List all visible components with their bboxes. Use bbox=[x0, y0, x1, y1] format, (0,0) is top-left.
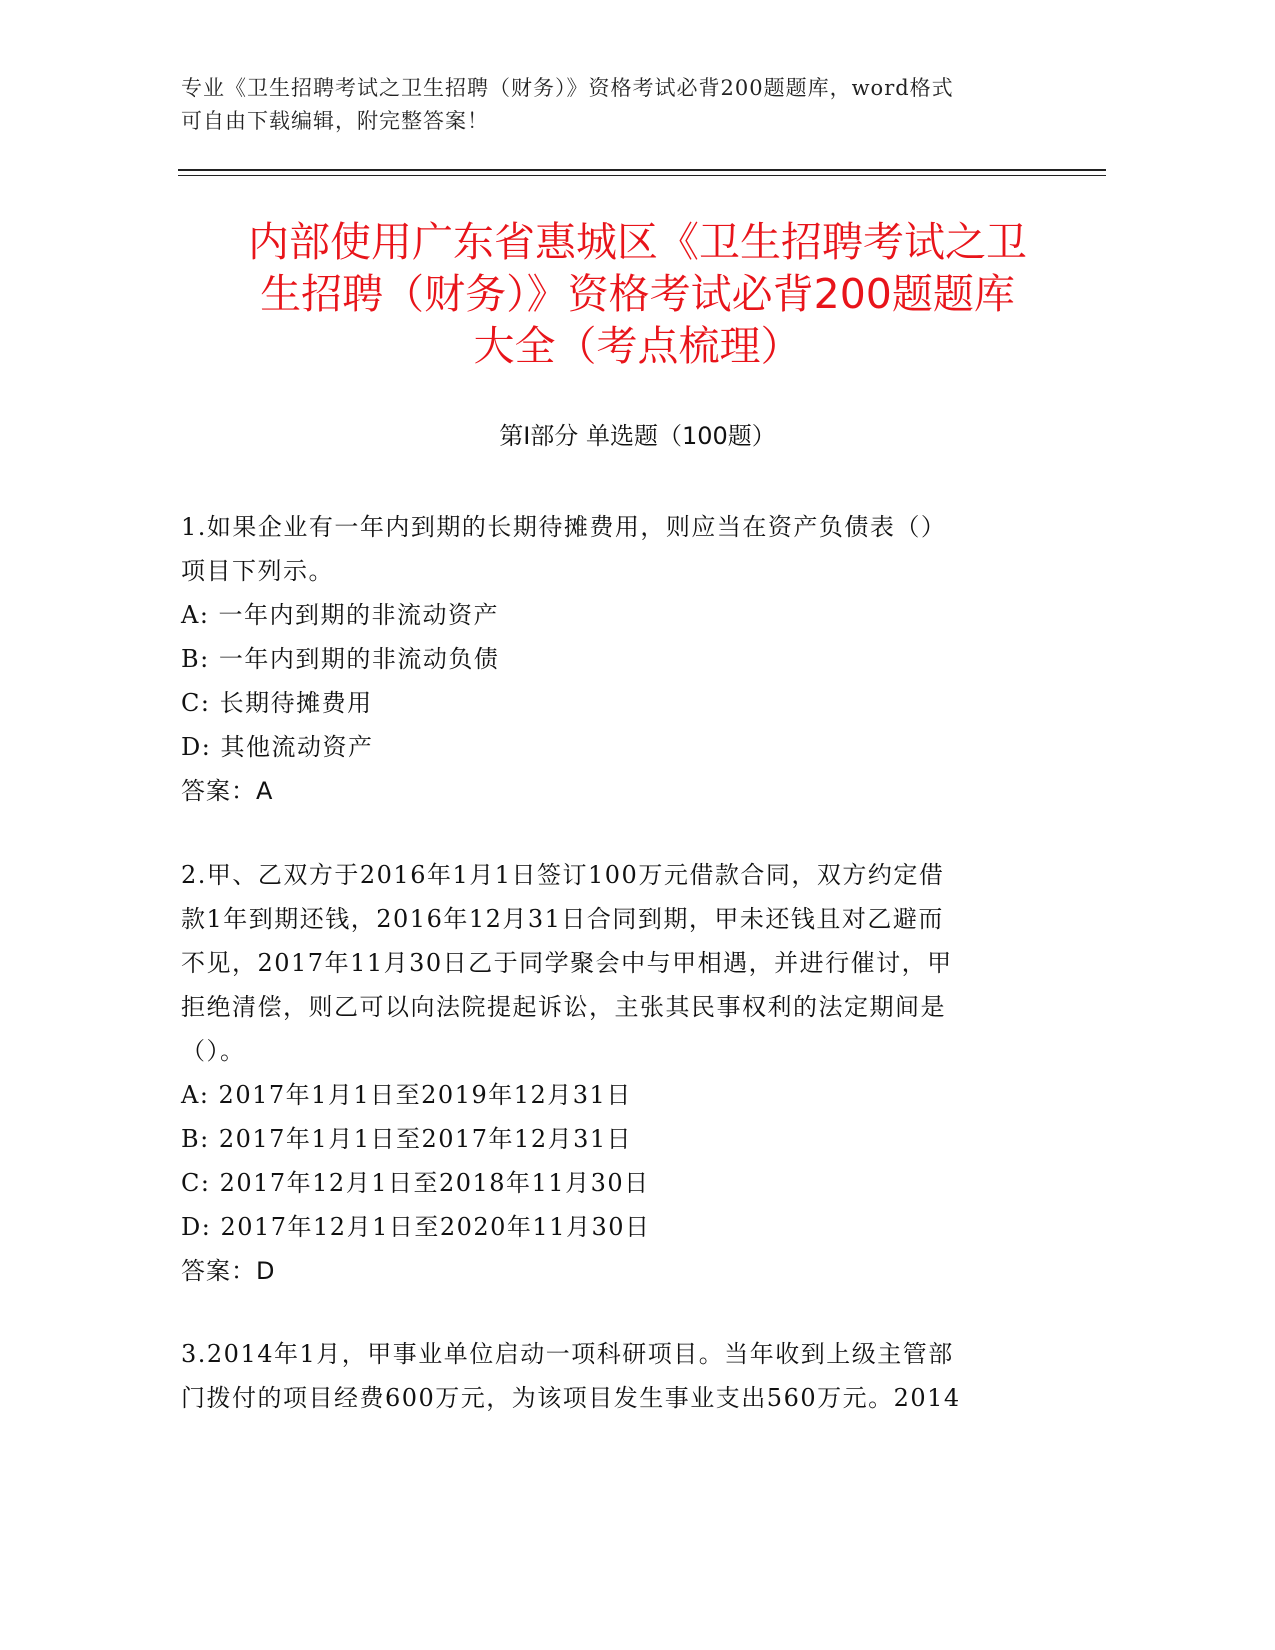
option-d: D: 其他流动资产 bbox=[181, 733, 374, 761]
question-stem-line: 2.甲、乙双方于2016年1月1日签订100万元借款合同，双方约定借 bbox=[181, 861, 945, 889]
option-d: D: 2017年12月1日至2020年11月30日 bbox=[181, 1213, 651, 1241]
option-c: C: 长期待摊费用 bbox=[181, 689, 373, 717]
question-stem-line: 1.如果企业有一年内到期的长期待摊费用，则应当在资产负债表（） bbox=[181, 513, 947, 541]
document-title bbox=[160, 216, 1115, 372]
header-note-line-2: 可自由下载编辑，附完整答案！ bbox=[181, 109, 489, 133]
question-1 bbox=[181, 505, 1031, 813]
header-note bbox=[181, 72, 1061, 138]
option-b: B: 2017年1月1日至2017年12月31日 bbox=[181, 1125, 633, 1153]
document-title-line-3: 大全（考点梳理） bbox=[473, 322, 802, 370]
question-2 bbox=[181, 853, 1031, 1293]
option-a: A: 2017年1月1日至2019年12月31日 bbox=[181, 1081, 632, 1109]
document-title-line-2: 生招聘（财务）》资格考试必背200题题库 bbox=[260, 270, 1015, 318]
question-stem-line: 门拨付的项目经费600万元，为该项目发生事业支出560万元。2014 bbox=[181, 1384, 961, 1412]
answer: 答案：A bbox=[181, 777, 274, 805]
option-a: A: 一年内到期的非流动资产 bbox=[181, 601, 500, 629]
question-stem-line: 不见，2017年11月30日乙于同学聚会中与甲相遇，并进行催讨，甲 bbox=[181, 949, 953, 977]
document-title-line-1: 内部使用广东省惠城区《卫生招聘考试之卫 bbox=[248, 218, 1027, 266]
answer: 答案：D bbox=[181, 1257, 276, 1285]
section-heading: 第I部分 单选题（100题） bbox=[499, 422, 776, 450]
header-note-line-1: 专业《卫生招聘考试之卫生招聘（财务）》资格考试必背200题题库，word格式 bbox=[181, 76, 954, 100]
question-stem-line: 项目下列示。 bbox=[181, 557, 334, 585]
header-divider-thin bbox=[178, 175, 1106, 176]
question-stem-line: 3.2014年1月，甲事业单位启动一项科研项目。当年收到上级主管部 bbox=[181, 1340, 954, 1368]
question-stem-line: 拒绝清偿，则乙可以向法院提起诉讼，主张其民事权利的法定期间是 bbox=[181, 993, 946, 1021]
header-divider-thick bbox=[178, 169, 1106, 171]
question-stem-line: 款1年到期还钱，2016年12月31日合同到期，甲未还钱且对乙避而 bbox=[181, 905, 944, 933]
option-b: B: 一年内到期的非流动负债 bbox=[181, 645, 500, 673]
option-c: C: 2017年12月1日至2018年11月30日 bbox=[181, 1169, 650, 1197]
question-3 bbox=[181, 1332, 1031, 1420]
question-stem-line: （）。 bbox=[181, 1037, 246, 1065]
